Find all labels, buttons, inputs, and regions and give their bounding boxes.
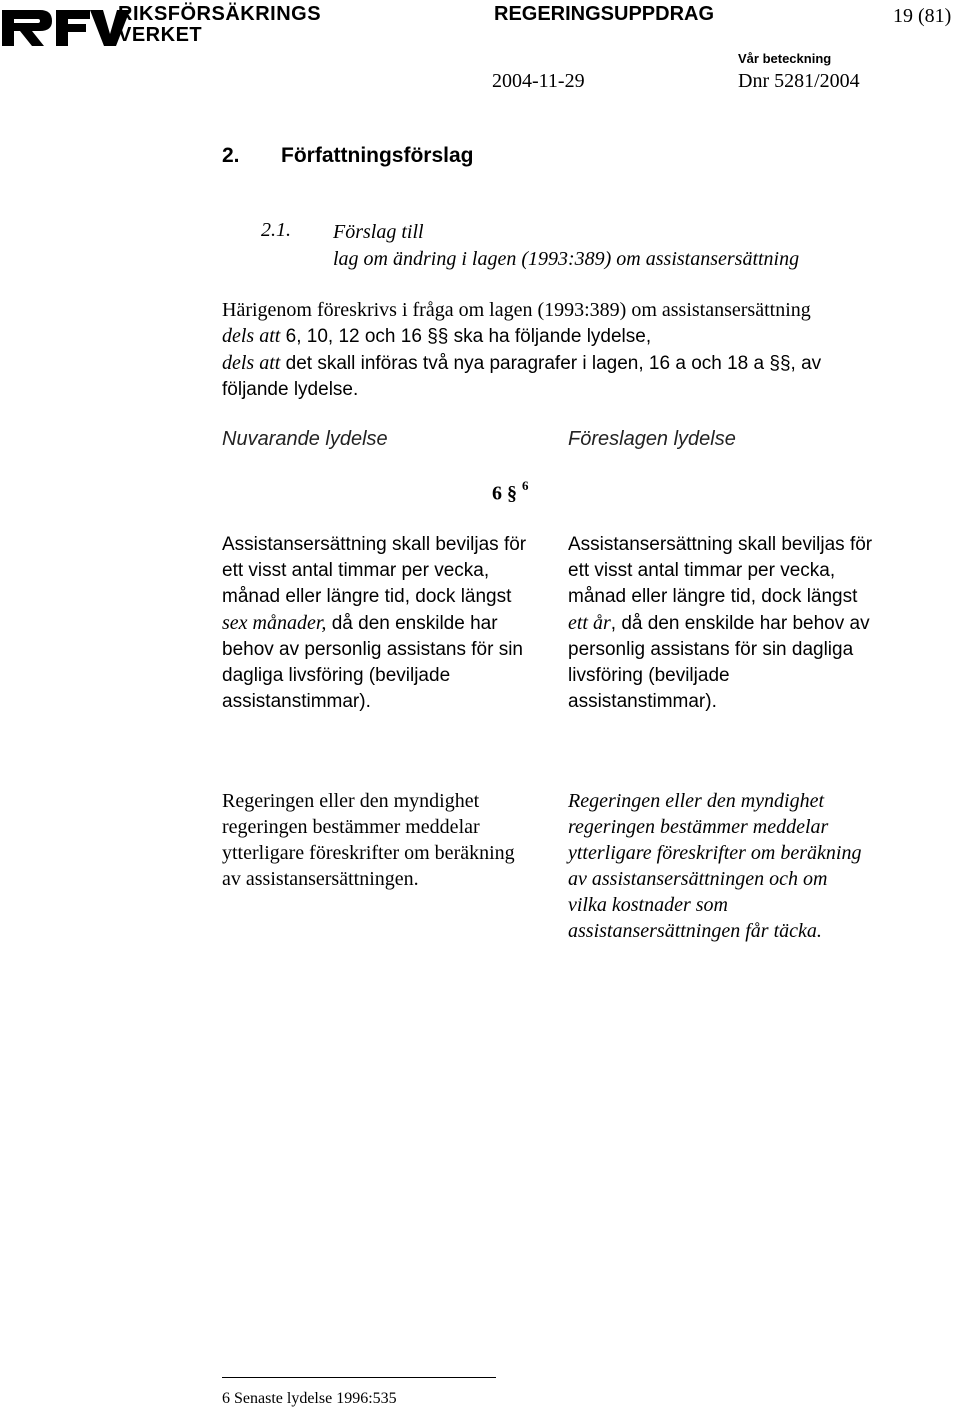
text-line: Assistansersättning skall beviljas för [568,534,873,555]
text-segment: då den enskilde har [326,613,498,634]
text-segment: , då den enskilde har behov av [610,613,870,634]
intro-paragraph [222,297,821,403]
section-title: Författningsförslag [281,144,474,167]
org-name [118,4,321,46]
text-line: månad eller längre tid, dock längst [568,586,858,607]
subsection-title-line-2: lag om ändring i lagen (1993:389) om assistansersättning [333,248,800,270]
proposed-text-block-1 [568,532,872,715]
text-line [568,610,872,637]
text-line: assistansersättningen får täcka. [568,920,822,942]
text-line: regeringen bestämmer meddelar [568,816,829,838]
text-line: Assistansersättning skall beviljas för [222,534,527,555]
text-line: ett visst antal timmar per vecka, [222,560,490,581]
section-sign-double: §§ [427,326,449,347]
footnote-reference: 6 [522,478,529,493]
changed-text: sex månader, [222,612,327,634]
intro-text: det skall införas två nya paragrafer i lagen, 16 a och 18 a [280,353,770,374]
text-line: livsföring (beviljade [568,665,730,686]
text-line: assistanstimmar). [568,691,717,712]
subsection-title [333,219,799,273]
intro-line [222,323,821,350]
intro-line: följande lydelse. [222,379,359,400]
section-sign-double: §§ [769,353,791,374]
changed-text: ett år [568,612,611,634]
text-line: ytterligare föreskrifter om beräkning [222,842,515,864]
current-text-block-2 [222,788,515,892]
column-heading-current: Nuvarande lydelse [222,428,388,450]
text-line: Regeringen eller den myndighet [222,790,480,812]
footnote-divider [222,1377,496,1378]
org-line-2: VERKET [118,24,203,46]
proposed-text-block-2 [568,788,861,944]
text-line: vilka kostnader som [568,894,728,916]
text-line: personlig assistans för sin dagliga [568,639,854,660]
document-type: REGERINGSUPPDRAG [494,3,715,25]
text-line: regeringen bestämmer meddelar [222,816,480,838]
org-line-1: RIKSFÖRSÄKRINGS [118,3,322,25]
text-line: dagliga livsföring (beviljade [222,665,451,686]
reference-label: Vår beteckning [738,51,832,66]
text-line: av assistansersättningen och om [568,868,828,890]
page-number: 19 (81) [893,5,952,27]
dels-att: dels att [222,325,281,347]
footnote: 6 Senaste lydelse 1996:535 [222,1390,397,1407]
text-line: ett visst antal timmar per vecka, [568,560,836,581]
text-line: ytterligare föreskrifter om beräkning [568,842,862,864]
text-line: assistanstimmar). [222,691,371,712]
column-heading-proposed: Föreslagen lydelse [568,428,736,450]
subsection-number: 2.1. [261,219,291,241]
intro-line: Härigenom föreskrivs i fråga om lagen (1993:389) om assistansersättning [222,299,811,321]
reference-number: Dnr 5281/2004 [738,70,860,92]
text-line: av assistansersättningen. [222,868,419,890]
intro-text: , av [790,353,822,374]
dels-att: dels att [222,352,281,374]
paragraph-sign [492,480,529,506]
section-number: 2. [222,144,240,167]
text-line: månad eller längre tid, dock längst [222,586,512,607]
document-date: 2004-11-29 [492,70,585,92]
subsection-title-line-1: Förslag till [333,221,424,243]
current-text-block-1 [222,532,526,715]
text-line: Regeringen eller den myndighet [568,790,825,812]
intro-text: 6, 10, 12 och 16 [280,326,428,347]
text-line [222,610,526,637]
paragraph-label: 6 § [492,482,517,505]
text-line: behov av personlig assistans för sin [222,639,523,660]
intro-line [222,350,821,377]
intro-text: ska ha följande lydelse, [448,326,652,347]
